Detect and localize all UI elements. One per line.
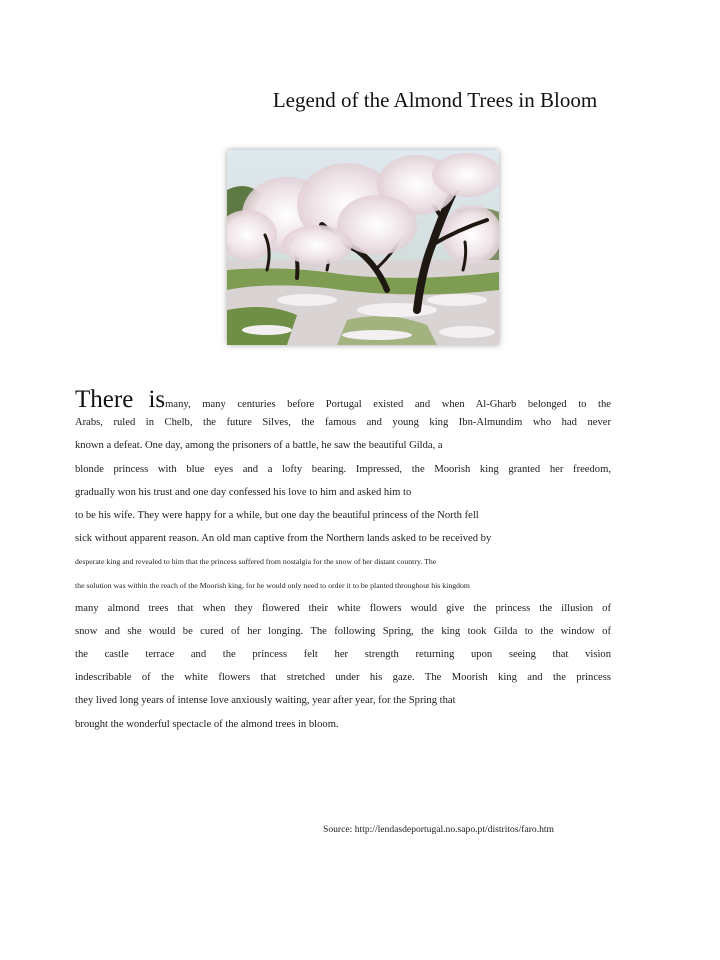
text-line: snow and she would be cured of her longing. The following Spring, the king took Gilda to the window of (75, 625, 611, 637)
almond-trees-illustration (227, 150, 499, 345)
source-citation: Source: http://lendasdeportugal.no.sapo.pt/distritos/faro.htm (323, 824, 555, 835)
text-line: to be his wife. They were happy for a while, but one day the beautiful princess of the North fell (75, 509, 479, 521)
text-line: the castle terrace and the princess felt her strength returning upon seeing that vision (75, 649, 611, 661)
text-line: they lived long years of intense love anxiously waiting, year after year, for the Spring that (75, 695, 456, 707)
text-line (75, 388, 611, 411)
almond-trees-photo (227, 150, 499, 345)
text-line: gradually won his trust and one day confessed his love to him and asked him to (75, 486, 412, 498)
opening-words: There is (75, 386, 166, 413)
text-line: Arabs, ruled in Chelb, the future Silves, the famous and young king Ibn-Almundim who had never (75, 417, 611, 429)
text-line: desperate king and revealed to him that the princess suffered from nostalgia for the snow of her distant country. The (75, 557, 437, 567)
text-line: brought the wonderful spectacle of the almond trees in bloom. (75, 718, 339, 730)
text-line: blonde princess with blue eyes and a lofty bearing. Impressed, the Moorish king granted her freedom, (75, 463, 611, 475)
document-title: Legend of the Almond Trees in Bloom (272, 88, 598, 112)
text-line: known a defeat. One day, among the prisoners of a battle, he saw the beautiful Gilda, a (75, 440, 443, 452)
text-line: sick without apparent reason. An old man captive from the Northern lands asked to be received by (75, 533, 492, 545)
text-line: the solution was within the reach of the Moorish king, for he would only need to order it to be planted throughout his kingdom (75, 580, 470, 590)
text-line-content: many, many centuries before Portugal existed and when Al-Gharb belonged to the (165, 399, 611, 410)
text-line: many almond trees that when they flowered their white flowers would give the princess the illusion of (75, 602, 611, 614)
legend-body (75, 388, 615, 736)
text-line: indescribable of the white flowers that stretched under his gaze. The Moorish king and the princess (75, 672, 611, 684)
